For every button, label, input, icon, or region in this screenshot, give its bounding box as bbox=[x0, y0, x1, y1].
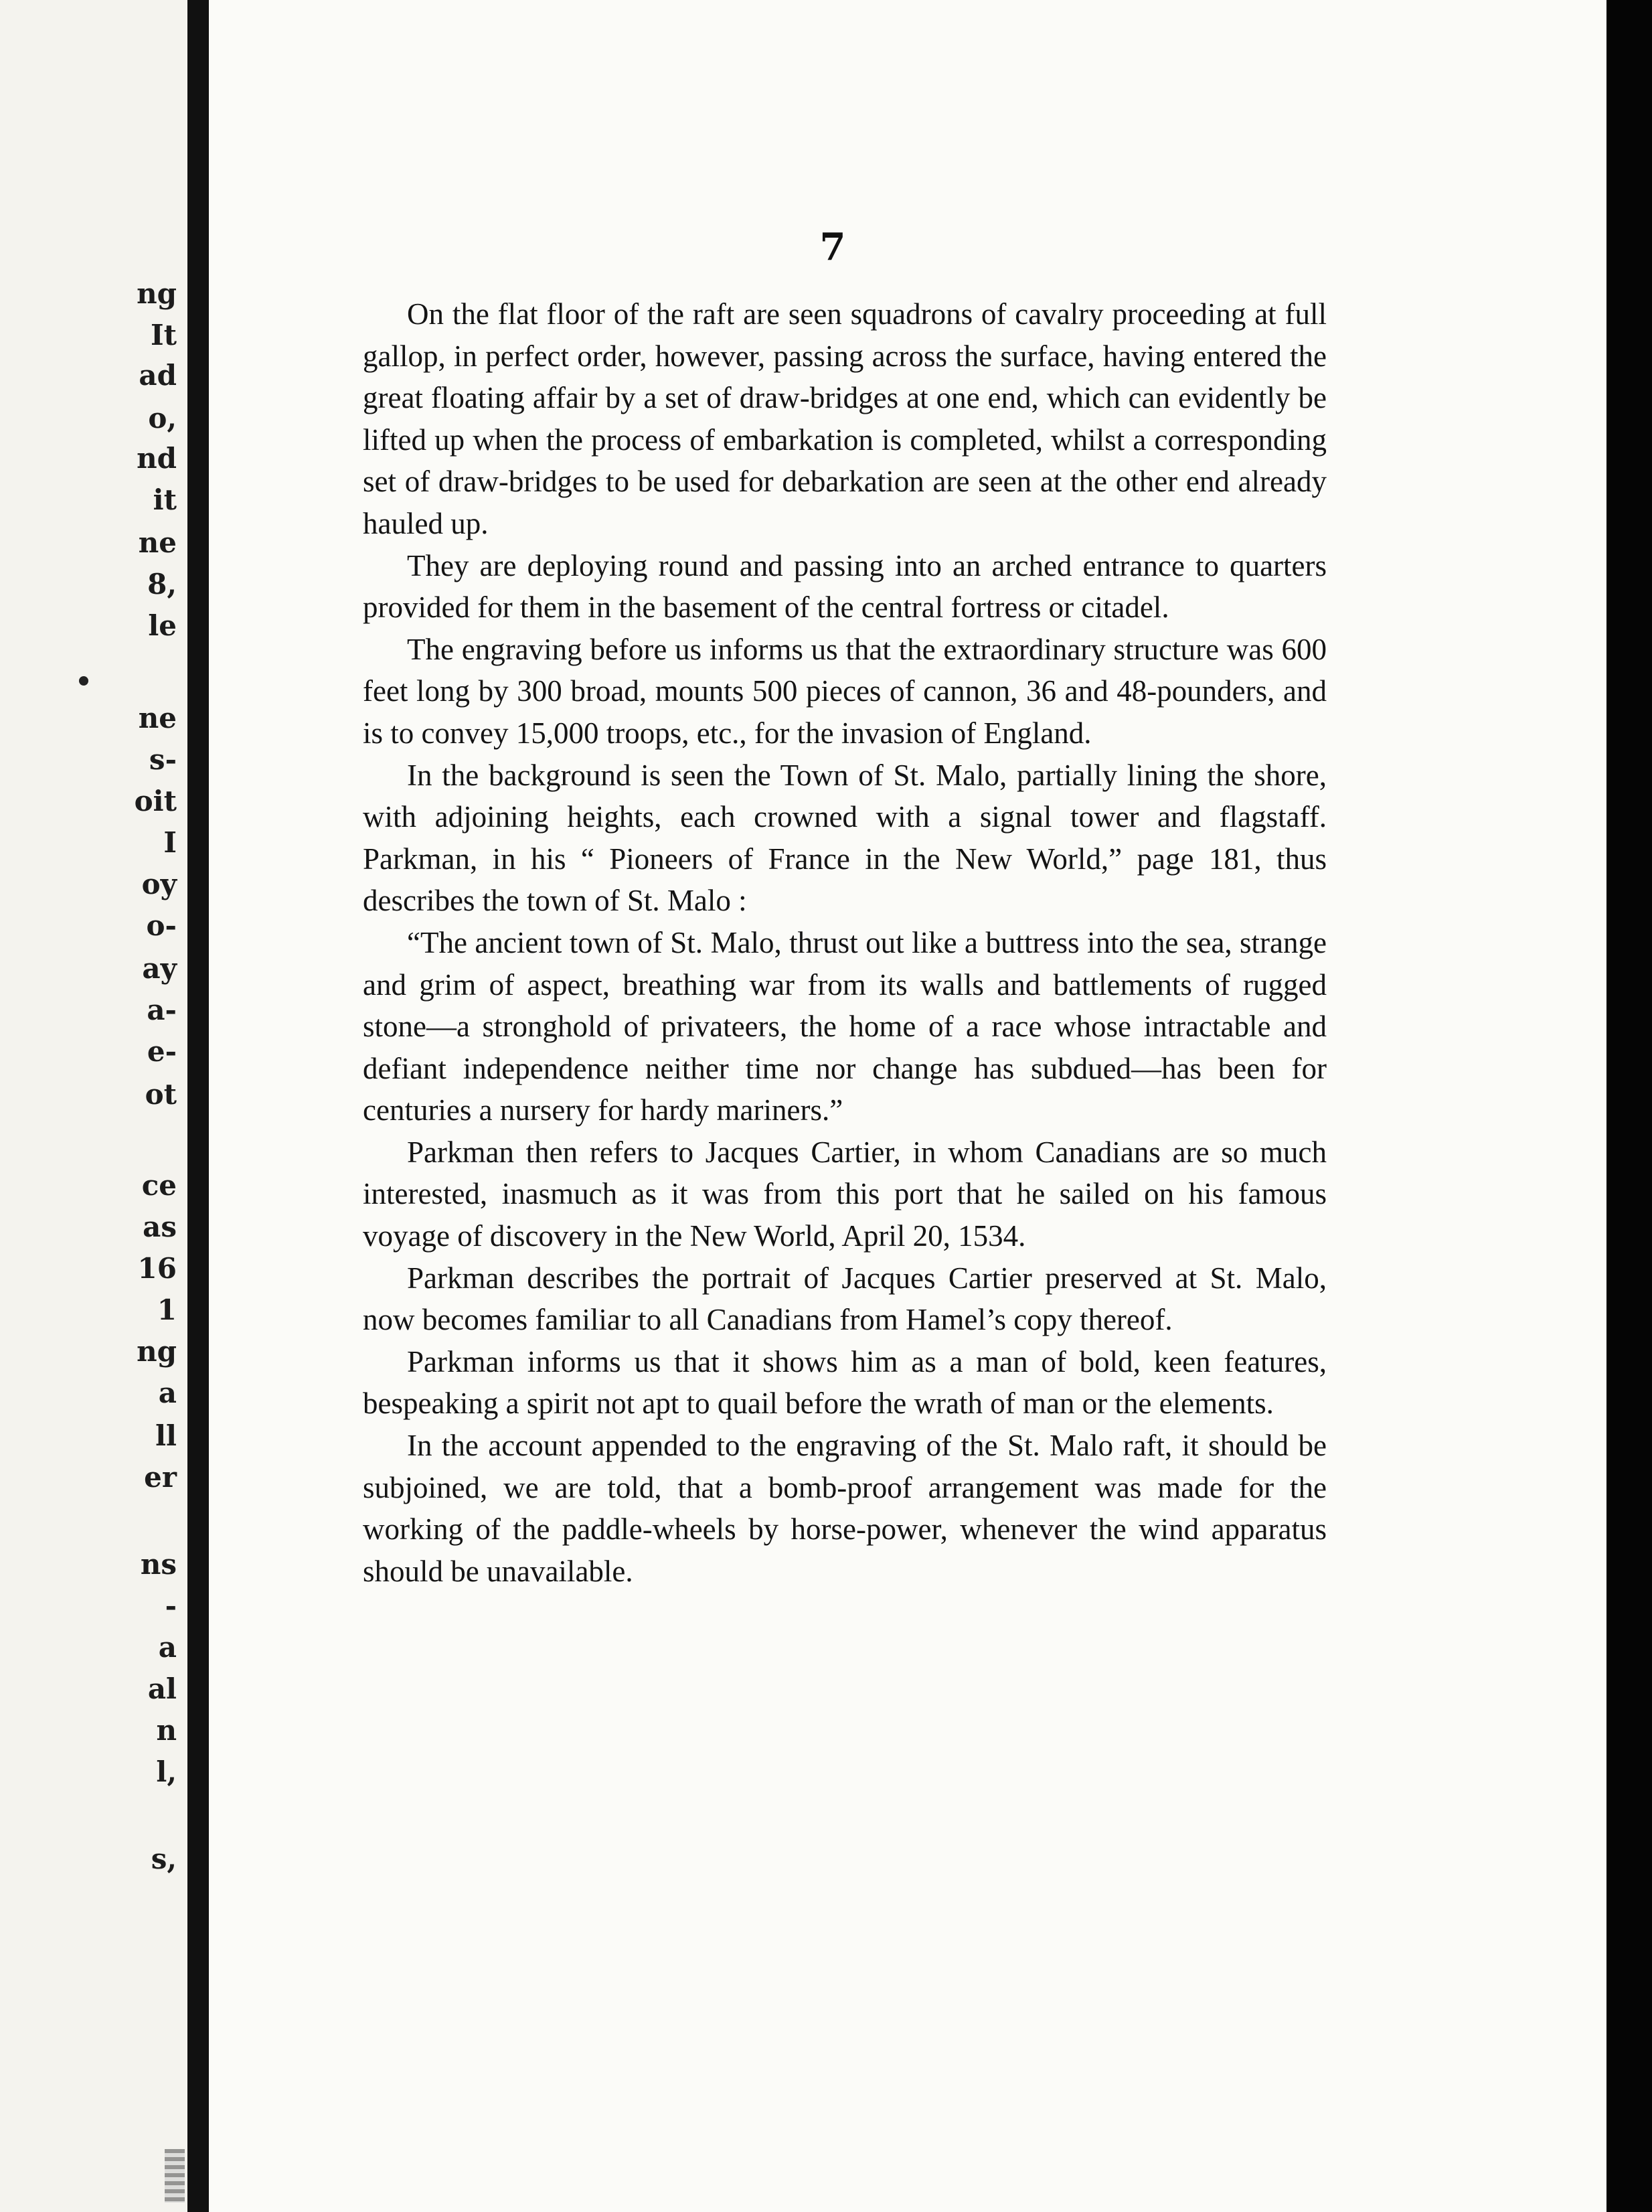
facing-page-fragment: ne bbox=[138, 526, 177, 559]
body-text bbox=[363, 293, 1327, 1592]
facing-page-fragment: ay bbox=[142, 952, 177, 985]
facing-page-fragment: - bbox=[165, 1589, 177, 1622]
facing-page-fragment: e- bbox=[147, 1035, 177, 1068]
facing-page-fragment: 16 bbox=[137, 1252, 177, 1285]
facing-page-fragment: ll bbox=[155, 1419, 177, 1452]
facing-page-fragment: s- bbox=[149, 743, 177, 776]
paragraph-bomb-proof: In the account appended to the engraving of the St. Malo raft, it should be subjoined, we are told, that a bomb-proof arrangement was made for the working of the paddle-wheels by horse-power, whenever the wind apparatus should be unavailable. bbox=[363, 1429, 1327, 1588]
facing-page-fragment: ng bbox=[137, 277, 177, 310]
page-number: 7 bbox=[819, 225, 846, 269]
facing-page-fragment: o- bbox=[146, 909, 177, 942]
facing-page-fragment: l, bbox=[156, 1755, 177, 1788]
facing-page-fragment: s, bbox=[151, 1842, 177, 1875]
facing-page-fragment: ot bbox=[145, 1078, 177, 1111]
facing-page-fragment: I bbox=[163, 826, 177, 859]
facing-page-fragment: le bbox=[148, 609, 177, 642]
facing-page-fragment: oit bbox=[134, 785, 177, 817]
facing-page-fragment: ns bbox=[140, 1548, 177, 1581]
page-scuff bbox=[165, 2149, 185, 2203]
book-gutter bbox=[187, 0, 209, 2212]
facing-page-fragment: as bbox=[143, 1210, 177, 1243]
facing-page-fragment: ad bbox=[139, 359, 177, 392]
paragraph-engraving: The engraving before us informs us that the extraordinary structure was 600 feet long by 300 broad, mounts 500 pieces of cannon, 36 and 48-pounders, and is to convey 15,000 troops, etc., for the invasion of England. bbox=[363, 632, 1327, 750]
facing-page-edge bbox=[0, 0, 187, 2212]
facing-page-fragment: ng bbox=[137, 1335, 177, 1368]
facing-page-fragment: a bbox=[158, 1376, 177, 1409]
paragraph-portrait: Parkman describes the portrait of Jacques Cartier preserved at St. Malo, now becomes familiar to all Canadians from Hamel’s copy thereof. bbox=[363, 1261, 1327, 1337]
paragraph-features: Parkman informs us that it shows him as a man of bold, keen features, bespeaking a spirit not apt to quail before the wrath of man or the elements. bbox=[363, 1344, 1327, 1421]
paragraph-deploying: They are deploying round and passing into an arched entrance to quarters provided for them in the basement of the central fortress or citadel. bbox=[363, 548, 1327, 625]
ink-spot bbox=[79, 676, 88, 686]
facing-page-fragment: it bbox=[153, 483, 177, 516]
facing-page-fragment: o, bbox=[148, 402, 177, 434]
facing-page-fragment: oy bbox=[141, 868, 177, 900]
paragraph-cartier: Parkman then refers to Jacques Cartier, in whom Canadians are so much interested, inasmuch as it was from this port that he sailed on his famous voyage of discovery in the New World, April 20, 1534. bbox=[363, 1135, 1327, 1253]
facing-page-fragment: a- bbox=[147, 994, 177, 1026]
facing-page-fragment: a bbox=[158, 1631, 177, 1664]
facing-page-fragment: nd bbox=[137, 442, 177, 475]
scan-border bbox=[1606, 0, 1652, 2212]
facing-page-fragment: ce bbox=[141, 1169, 177, 1202]
facing-page-fragment: er bbox=[144, 1461, 177, 1494]
paragraph-quotation: “The ancient town of St. Malo, thrust out like a buttress into the sea, strange and grim of aspect, breathing war from its walls and battlements of rugged stone—a stronghold of privateers, the home of a race whose intractable and defiant independence neither time nor change has subdued—has been for centuries a nursery for hardy mariners.” bbox=[363, 925, 1327, 1127]
paragraph-raft-floor: On the flat floor of the raft are seen squadrons of cavalry proceeding at full gallop, in perfect order, however, passing across the surface, having entered the great floating affair by a set of draw-bridges at one end, which can evidently be lifted up when the process of embarkation is completed, whilst a corresponding set of draw-bridges to be used for debarkation are seen at the other end already hauled up. bbox=[363, 297, 1327, 540]
facing-page-fragment: 1 bbox=[157, 1293, 177, 1326]
paragraph-background: In the background is seen the Town of St. Malo, partially lining the shore, with adjoining heights, each crowned with a signal tower and flagstaff. Parkman, in his “ Pioneers of France in the New World,” page 181, thus describes the town of St. Malo : bbox=[363, 758, 1327, 918]
facing-page-fragment: 8, bbox=[147, 568, 177, 601]
facing-page-fragment: al bbox=[147, 1672, 177, 1705]
facing-page-fragment: It bbox=[150, 319, 177, 351]
facing-page-fragment: n bbox=[156, 1714, 177, 1747]
facing-page-fragment: ne bbox=[138, 702, 177, 734]
